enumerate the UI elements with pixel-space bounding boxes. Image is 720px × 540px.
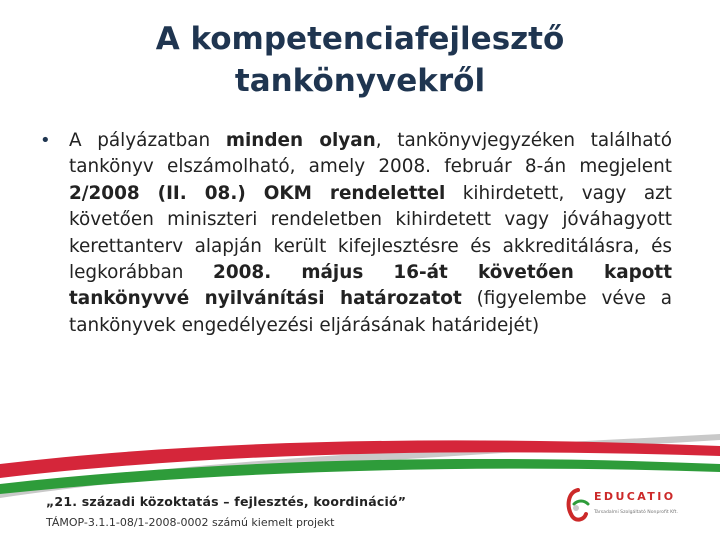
- bullet-segment: A pályázatban: [69, 130, 226, 151]
- bullet-segment: kihirdetett, vagy azt követően miniszteri rendeletben kihirdetett vagy jóváhagyott kerettanterv alapján került kifejlesztésre és akkreditálásra, és legkorábban: [69, 182, 672, 284]
- bullet-dot-icon: •: [40, 130, 51, 151]
- title-line-2: tankönyvekről: [234, 63, 486, 99]
- title-line-1: A kompetenciafejlesztő: [155, 21, 565, 57]
- bullet-emphasis: minden olyan: [225, 130, 376, 151]
- bullet-segment: (figyelembe véve a tankönyvek engedélyezési eljárásának határidejét): [69, 288, 672, 336]
- educatio-logo: [564, 486, 714, 530]
- educatio-logo-icon: [564, 486, 592, 526]
- footer-project-id: TÁMOP-3.1.1-08/1-2008-0002 számú kiemelt projekt: [46, 516, 335, 529]
- logo-name: EDUCATIO: [594, 490, 676, 503]
- bullet-emphasis: 2008. május 16-át követően kapott tankönyvvé nyilvánítási határozatot: [69, 262, 672, 310]
- bullet-segment: , tankönyvjegyzéken található tankönyv elszámolható, amely 2008. február 8-án megjelent: [69, 130, 672, 178]
- bullet-text: [69, 128, 672, 339]
- slide-title: [60, 18, 660, 102]
- footer-motto: „21. századi közoktatás – fejlesztés, koordináció”: [46, 494, 407, 509]
- bullet-emphasis: 2/2008 (II. 08.) OKM rendelettel: [69, 182, 446, 204]
- logo-subtitle: Társadalmi Szolgáltató Nonprofit Kft.: [594, 510, 678, 515]
- bullet-point: [40, 128, 672, 339]
